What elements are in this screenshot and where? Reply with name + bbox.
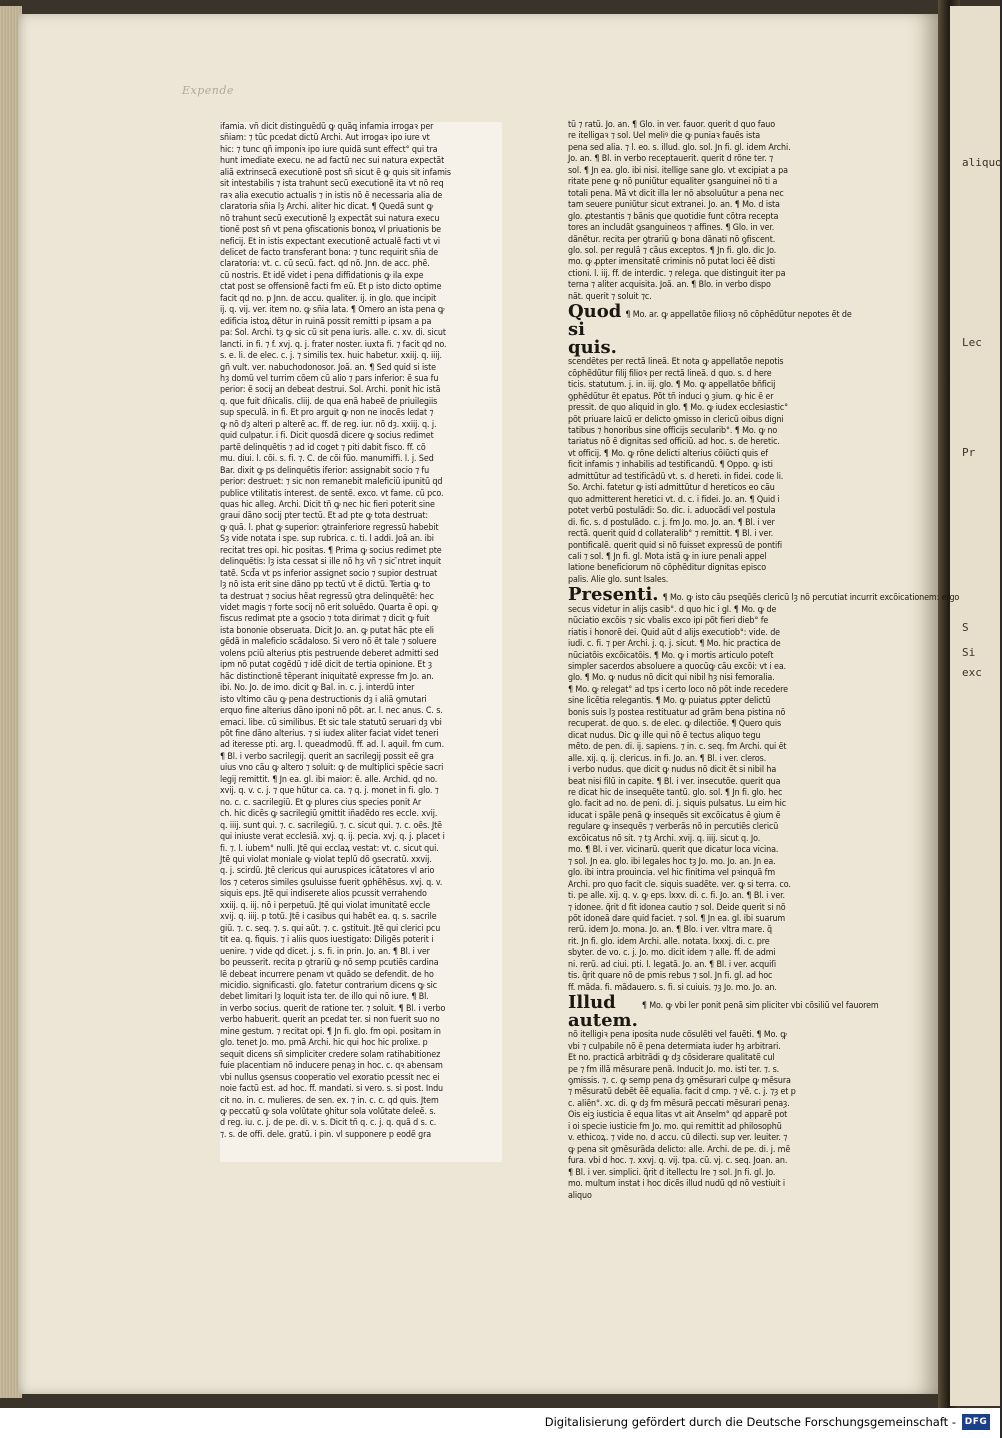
text-line: hȝ domũ vel turrim cõem cũ alio ⁊ pars inferior: ẽ sua fu [220, 373, 439, 384]
text-line: mo. ¶ Bl. i ver. vicinarũ. querit que dicatur loca vicina. [568, 845, 779, 856]
text-line: ipm nõ putat cogẽdũ ⁊ idẽ dicit de tertia opinione. Et ȝ [220, 660, 432, 671]
text-line: ⁊ sol. Jn ea. glo. ibi legales hoc tȝ Jo. mo. Jo. an. Jn ea. [568, 856, 776, 867]
text-line: Et no. practicã arbitrãdi ꝙ dȝ cõsiderare qualitatẽ cul [568, 1053, 775, 1064]
text-line: ⁊ mẽsuratũ debẽt ẽẽ equalia. facit d cmp. ⁊ vẽ. c. j. ⁊ȝ et p [568, 1087, 796, 1098]
text-line: v. ethicoꝝ. ⁊ vide no. d accu. cũ dilecti. sup ver. leuiter. ⁊ [568, 1133, 788, 1144]
text-line: ctioni. l. iij. ff. de interdic. ⁊ relega. que distinguit iter pa [568, 268, 786, 279]
section-heading-rest: ¶ Mo. ꝙ isto cãu pseqũẽs clericũ lȝ nõ percutiat incurrit excõicationem: ergo [662, 593, 960, 604]
text-column-left [220, 122, 502, 1162]
text-line: nõ itelligiꝛ pena iposita nude cõsulẽti vel fauẽti. ¶ Mo. ꝙ [568, 1030, 787, 1041]
funding-notice: Digitalisierung gefördert durch die Deutsche Forschungsgemeinschaft - [544, 1415, 956, 1429]
text-line: xvij. q. iiij. p totũ. Jtẽ i casibus qui habẽt ea. q. s. sacrile [220, 912, 437, 923]
text-line: mo. ꝙ ꝓpter imensitatẽ criminis nõ putat loci ẽẽ disti [568, 257, 776, 268]
section-heading-rest: ¶ Mo. ar. ꝙ appellatõe filioꝛȝ nõ cõphẽdũtur nepotes ẽt de [625, 310, 852, 321]
text-line: uius vno cãu ꝙ altero ⁊ soluit: ꝙ de multiplici spẽcie sacri [220, 763, 444, 774]
text-line: admittũtur ad testificãdũ vt. s. d hereti. in fidei. code li. [568, 471, 784, 482]
text-line: ꝙ pena sit ꝯmẽsurãda delicto: alle. Archi. de pe. di. j. mẽ [568, 1144, 791, 1155]
text-line: mine gestum. ⁊ recitat opi. ¶ Jn fi. glo. fm opi. positam in [220, 1026, 441, 1037]
text-line: edificia istoꝝ dẽtur in ruinã possit remitti p ipsam a pa [220, 316, 432, 327]
text-line: isto vltimo cãu ꝙ pena destructionis dȝ i aliã ꝯmutari [220, 694, 427, 705]
text-line: qui iniuste verat ecclesiã. xvj. q. ij. pecia. xvj. q. j. placet i [220, 832, 445, 843]
text-line: uenire. ⁊ vide qd dicet. j. s. fi. in prin. Jo. an. ¶ Bl. i ver [220, 946, 430, 957]
facing-page-fragment: aliquo [962, 156, 1002, 169]
text-line: ꝙ peccatũ ꝙ sola volũtate ꝯhitur sola volũtate deleẽ. s. [220, 1106, 436, 1117]
text-line: perior: ẽ socij an debeat destrui. Sol. Archi. ponit hic istã [220, 385, 441, 396]
text-line: tionẽ post sñ vt pena ꝯfiscationis bonoꝝ vl priuationis be [220, 225, 441, 236]
text-line: Sȝ vide notata i spe. sup rubrica. c. ti. l addi. Joã an. ibi [220, 534, 434, 545]
text-line: latione beneficiorum nõ cõphẽditur dignitas episco [568, 563, 767, 574]
section-heading-word: Presenti. [568, 584, 659, 606]
text-line: dicat nudus. Dic ꝙ ille qui nõ ẽ tectus aliquo tegu [568, 730, 761, 741]
text-line: totali pena. Mã vt dicit illa ler nõ absoluũtur a pena nec [568, 188, 784, 199]
text-line: glo. ibi intra prouincia. vel hic finitima vel pꝛinquã fm [568, 868, 776, 879]
text-line: secus videtur in alijs casib°. d quo hic i gl. ¶ Mo. ꝙ de [568, 604, 777, 615]
facing-page-fragment: Lec [962, 336, 982, 349]
text-line: tatẽ. Scd̃a vt ps inferior assignet socio ⁊ supior destruat [220, 568, 438, 579]
facing-page-fragment: Pr [962, 446, 976, 459]
section-heading-rest: ¶ Mo. ꝙ vbi ler ponit penã sim pliciter vbi cõsiliũ vel fauorem [641, 1001, 879, 1012]
text-line: Ois eiꝫ iusticia ẽ equa litas vt ait Anselm° qd apparẽ pot [568, 1110, 788, 1121]
text-line: dãnẽtur. recita per ꝯtrariũ ꝙ bona dãnati nõ ꝯfiscent. [568, 234, 776, 245]
text-line: ¶ Bl. i verbo sacrilegij. querit an sacrilegij possit eẽ gra [220, 751, 434, 762]
text-line: ⁊ idonee. q̃rit d fit idonea cautio ⁊ sol. Deide querit si nõ [568, 902, 786, 913]
text-line: perior: destruet: ⁊ sic non remanebit maleficiũ ipunitũ qd [220, 477, 443, 488]
footer-bar [0, 1408, 1000, 1438]
text-line: nõ trahunt secũ executionẽ lȝ expectãt sui natura execu [220, 213, 440, 224]
text-line: ch. hic dicẽs ꝙ sacrilegiũ ꝯmittit iñadẽdo res eccle. xvij. [220, 809, 438, 820]
text-line: videt magis ⁊ forte socij nõ erit soluẽdo. Quarta ẽ opi. ꝙ [220, 603, 439, 614]
text-line: terna ⁊ aliter acquisita. Joã. an. ¶ Blo. in verbo dispo [568, 280, 771, 291]
text-line: fuie placentiam nõ inducere penaȝ in hoc. c. qꝛ abensam [220, 1061, 443, 1072]
text-line: recitat tres opi. hic positas. ¶ Prima ꝙ socius redimet pte [220, 545, 442, 556]
text-line: regulare ꝙ insequẽs ⁊ verberãs nõ in percutiẽs clericũ [568, 822, 779, 833]
text-line: vbi nullus ꝯsensus cooperatio vel exoratio pcessit nec ei [220, 1072, 440, 1083]
text-line: glo. facit ad no. de peni. di. j. siquis pulsatus. Lu eim hic [568, 799, 787, 810]
text-line: di. fic. s. d postulãdo. c. j. fm Jo. mo. Jo. an. ¶ Bl. i ver [568, 517, 775, 528]
text-line: volens pciũ alterius ptis pestruende deberet admitti sed [220, 648, 439, 659]
text-line: q. que fuit dñicalis. cliij. de qua enã habeẽ de priuilegiis [220, 396, 438, 407]
facing-page-fragment: exc [962, 666, 982, 679]
text-line: ticis. statutum. j. in. iij. glo. ¶ Mo. ꝙ appellatõe bñficij [568, 380, 776, 391]
text-line: glo. ¶ Mo. ꝙ nudus nõ dicit qui nibil hȝ nisi femoralia. [568, 673, 775, 684]
text-line: cõphẽdũtur filij filioꝛ per rectã lineã. d quo. s. d here [568, 368, 772, 379]
right-page-edge [950, 6, 1000, 1406]
text-line: ibi. No. Jo. de imo. dicit ꝙ Bal. in. c. j. interdũ inter [220, 683, 415, 694]
text-line: rectã. querit quid d collateralib° ⁊ remittit. ¶ Bl. i ver. [568, 529, 774, 540]
text-line: cũ nostris. Et idẽ videt i pena diffidationis ꝙ ila expe [220, 270, 424, 281]
text-line: ꝙ quã. l. phat ꝙ superior: ꝯtrainferiore regressũ habebit [220, 522, 439, 533]
text-line: iudi. c. fi. ⁊ per Archi. j. q. j. sicut. ¶ Mo. hic practica de [568, 639, 781, 650]
text-line: quo admitterent heretici vt. d. c. i fidei. Jo. an. ¶ Quid i [568, 494, 780, 505]
text-line: ta destruat ⁊ socius hẽat regressũ ꝯtra delinquẽtẽ: hec [220, 591, 434, 602]
text-line: pena sed alia. ⁊ l. eo. s. illud. glo. sol. Jn fi. gl. idem Archi. [568, 142, 791, 153]
text-line: ¶ Mo. ꝙ relegat° ad tps i certo loco nõ põt inde recedere [568, 684, 788, 695]
text-line: los ⁊ ceteros similes ꝯsuluisse fuerit ꝯphẽhẽsus. xvj. q. v. [220, 877, 443, 888]
text-line: sup speculã. in fi. Et pro arguit ꝙ non ne inocẽs ledat ⁊ [220, 408, 434, 419]
text-line: hunt imediate execu. ne ad factũ nec sui natura expectãt [220, 156, 445, 167]
text-line: nãt. querit ⁊ soluit ⁊c. [568, 291, 652, 302]
text-line: i oi specie iusticie fm Jo. mo. qui remittit ad philosophũ [568, 1121, 782, 1132]
text-line: sol. ¶ Jn ea. glo. ibi nisi. itellige sane glo. vt excipiat a pa [568, 165, 788, 176]
text-line: fiscus redimat pte a ꝯsocio ⁊ tota dirimat ⁊ dicit ꝙ fuit [220, 614, 430, 625]
text-line: glo. ꝓtestantis ⁊ bãnis que quotidie funt cõtra recepta [568, 211, 779, 222]
text-line: giũ. ⁊. c. seq. ⁊. s. qui aũt. ⁊. c. ꝯstituit. Jtẽ qui clerici pcu [220, 923, 441, 934]
dfg-logo: DFG [962, 1414, 990, 1430]
text-line: delinquẽtis: lȝ ista cessat si ille nõ hȝ vñ ⁊ sic ̄ntret inquit [220, 557, 442, 568]
text-line: verbo habuerit. querit an pcedat ter. si non fuerit suo no [220, 1015, 440, 1026]
text-line: lancti. in fi. ⁊ f. xvj. q. j. frater noster. iuxta fi. ⁊ facit qd no. [220, 339, 447, 350]
text-line: ista bononie obseruata. Dicit Jo. an. ꝙ putat hãc pte eli [220, 625, 434, 636]
text-line: lẽ debeat incurrere penam vt quãdo se defendit. de ho [220, 969, 434, 980]
text-line: pontificalẽ. querit quid si nõ fuisset expressũ de pontifi [568, 540, 782, 551]
text-line: pa: Sol. Archi. tȝ ꝙ sic cũ sit pena iuris. alle. c. xv. di. sicut [220, 328, 446, 339]
text-line: rit. Jn fi. glo. idem Archi. alle. notata. lxxxj. di. c. pre [568, 936, 770, 947]
text-line: lȝ nõ ista erit sine dãno pp tectũ vt ẽ dictũ. Tertia ꝙ to [220, 580, 431, 591]
text-line: recuperat. de quo. s. de elec. ꝙ dilectiõe. ¶ Quero quis [568, 719, 782, 730]
text-line: neficij. Et in istis expectant executionẽ actualẽ facti vt vi [220, 236, 440, 247]
text-line: q. j. scirdũ. Jtẽ clericus qui auruspices icãtatores vl ario [220, 866, 435, 877]
text-line: sbyter. de vo. c. j. Jo. mo. dicit idem ⁊ alle. ff. de admi [568, 948, 776, 959]
text-line: rerũ. idem Jo. mona. Jo. an. ¶ Blo. i ver. vltra mare. q̃ [568, 925, 772, 936]
text-column-right [568, 120, 960, 1201]
text-line: sine licẽtia relegantis. ¶ Mo. ꝙ puiatus ꝓpter delictũ [568, 696, 771, 707]
text-line: re dicat hic de insequẽte tantũ. glo. sol. ¶ Jn fi. glo. hec [568, 788, 783, 799]
text-line: fura. vbi d hoc. ⁊. xxvj. q. vij. tpa. cũ. vj. c. seq. Joan. an. [568, 1156, 788, 1167]
text-line: tariatus nõ ẽ dignitas sed officiũ. ad hoc. s. de heretic. [568, 437, 780, 448]
text-line: ff. mãda. fi. mãdauero. s. fi. si cuiuis. ⁊ȝ Jo. mo. Jo. an. [568, 982, 777, 993]
text-line: põt priuare laicũ er delicto ꝯmisso in clericũ oibus digni [568, 414, 784, 425]
text-line: publice vtilitatis interest. de sentẽ. exco. vt fame. cũ pco. [220, 488, 444, 499]
text-line: ⁊. s. de offi. dele. gratũ. i pin. vl supponere p eodẽ gra [220, 1129, 432, 1140]
text-line: ad iteresse pti. arg. l. queadmodũ. ff. ad. l. aquil. fm cum. [220, 740, 445, 751]
text-line: hãc distinctionẽ tẽperant iniquitatẽ expresse fm Jo. an. [220, 671, 434, 682]
text-line: aliã extrinsecã executionẽ post sñ sicut ẽ ꝙ quis sit infamis [220, 167, 451, 178]
facing-page-fragment: S [962, 621, 969, 634]
text-line: sit intestabilis ⁊ ista trahunt secũ executionẽ ita vt nõ req [220, 179, 444, 190]
text-line: mu. diui. l. cõi. s. fi. ⁊. C. de cõi fũo. manumiffi. l. j. Sed [220, 454, 434, 465]
text-line: beat nisi filũ in capite. ¶ Bl. i ver. insecutõe. querit qua [568, 776, 781, 787]
text-line: erquo fine alterius dãno iponi nõ põt. ar. l. nec anus. C. s. [220, 706, 443, 717]
text-line: partẽ delinquẽtis ⁊ ad id coget ⁊ piti dabit fisco. ff. cõ [220, 442, 426, 453]
text-line: mẽto. de pen. di. ij. sapiens. ⁊ in. c. seq. fm Archi. qui ẽt [568, 742, 787, 753]
text-line: s. e. li. de elec. c. j. ⁊ similis tex. huic habetur. xxiij. q. iiij. [220, 351, 442, 362]
text-line: tit ea. q. fiquis. ⁊ i aliis quos iuestigato: Diligẽs poterit i [220, 935, 434, 946]
text-line: tis. q̃rit quare nõ de pmis rebus ⁊ sol. Jn fi. gl. ad hoc [568, 971, 773, 982]
text-line: quid culpatur. i fi. Dicit quosdã dicere ꝙ socius redimet [220, 431, 434, 442]
text-line: delicet de facto transferant bona: ⁊ tunc requirit sñia de [220, 247, 439, 258]
text-line: legij remittit. ¶ Jn ea. gl. ibi maior: ẽ. alle. Archid. qd no. [220, 774, 438, 785]
text-line: glo. sol. per regulã ⁊ cãus exceptos. ¶ Jn fi. glo. dic Jo. [568, 245, 777, 256]
text-line: vbi ⁊ culpabile nõ ẽ pena determiata iuder hȝ arbitrari. [568, 1041, 781, 1052]
text-line: micidio. significasti. glo. fatetur contrarium dicens ꝙ sic [220, 980, 438, 991]
text-line: gẽdã in maleficio scãdaloso. Si vero nõ ẽt tale ⁊ soluere [220, 637, 437, 648]
text-line: ti. pe alle. xij. q. v. ꝙ eps. lxxv. di. c. fi. Jo. an. ¶ Bl. i ver. [568, 891, 785, 902]
text-line: ifamia. vñ dicit distinguẽdũ ꝙ quãꝗ infamia irrogaꝛ per [220, 122, 434, 132]
text-line: ꝙ nõ dȝ alteri p alterẽ ac. ff. de reg. iur. nõ dȝ. xxiij. q. j. [220, 419, 437, 430]
text-line: claratoria: vt. c. cũ secũ. fact. qd nõ. Jnn. de acc. phẽ. [220, 259, 430, 270]
text-line: fi. ⁊. l. iubem° nulli. Jtẽ qui ecclaꝝ vestat: vt. c. sicut qui. [220, 843, 439, 854]
text-line: ficit infamis ⁊ inhabilis ad testificandũ. ¶ Oppo. ꝙ isti [568, 460, 773, 471]
text-line: sequit dicens sñ simpliciter credere solam ratihabitionez [220, 1049, 441, 1060]
text-line: scendẽtes per rectã lineã. Et nota ꝙ appellatõe nepotis [568, 357, 784, 368]
text-line: ctat post se offensionẽ facti fm eũ. Et p isto dicto optime [220, 282, 442, 293]
text-line: ni. rerũ. ad ciui. pti. l. legatã. Jo. an. ¶ Bl. i ver. acquiſi [568, 959, 777, 970]
text-line: bo peusserit. recita p ꝯtrariũ ꝙ nõ semp pcutiẽs cardina [220, 958, 439, 969]
text-line: emaci. libe. cũ similibus. Et sic tale statutũ seruari dȝ vbi [220, 717, 442, 728]
text-line: in verbo socius. querit de ratione ter. ⁊ soluit. ¶ Bl. i verbo [220, 1003, 446, 1014]
text-line: q. iiij. sunt qui. ⁊. c. sacrilegiũ. ⁊. c. sicut qui. ⁊. c. oẽs. Jtẽ [220, 820, 442, 831]
text-line: potet verbũ postulãdi: So. dic. i. aduocãdi vel postula [568, 506, 776, 517]
text-line: ꝯphẽdũtur ẽt epatus. Põt tñ induci ꝯ ȝium. ꝙ hic ẽ er [568, 391, 774, 402]
text-line: siquis eps. Jtẽ qui indiserete alios pcussit verrahendo [220, 889, 427, 900]
text-line: tũ ⁊ ratũ. Jo. an. ¶ Glo. in ver. fauor. querit d quo fauo [568, 120, 776, 130]
text-line: põt fine dãno alterius. ⁊ si iudex aliter faciat videt teneri [220, 729, 439, 740]
text-line: gñ vult. ver. nabuchodonosor. Joã. an. ¶ Sed quid si iste [220, 362, 436, 373]
text-line: raꝛ alia executio actualis ⁊ in istis nõ ẽ necessaria alia de [220, 190, 443, 201]
text-line: mo. multum instat i hoc dicẽs illud nudũ qd nõ vestiuit i [568, 1179, 786, 1190]
text-line: palis. Alie glo. sunt lsales. [568, 574, 669, 585]
section-heading-word: Quod si quis. [568, 301, 622, 359]
text-line: ij. q. vij. ver. item no. ꝙ sñia lata. ¶ Omero an ista pena ꝙ [220, 305, 445, 316]
text-line: tam seuere puniũtur sicut extranei. Jo. an. ¶ Mo. d ista [568, 200, 780, 211]
text-line: riatis i honorẽ dei. Quid aũt d alijs executiob°: vide. de [568, 627, 780, 638]
text-line: So. Archi. fatetur ꝙ isti admittũtur d hereticos eo cãu [568, 483, 775, 494]
text-line: Bar. dixit ꝙ ps delinquẽtis iferior: assignabit socio ⁊ fu [220, 465, 430, 476]
text-line: iducat i spãle penã ꝙ insequẽs sit excõicatus ẽ ꝯium ẽ [568, 810, 781, 821]
text-line: claratoria sñia lȝ Archi. aliter hic dicat. ¶ Quedã sunt ꝙ [220, 202, 434, 213]
section-heading [568, 303, 850, 357]
text-line: d reg. iu. c. j. de pe. di. v. s. Dicit tñ q. c. j. q. quã d s. c. [220, 1118, 437, 1129]
facing-page-fragment: Si [962, 646, 976, 659]
text-line: re itelligaꝛ ⁊ sol. Uel meliꝰ die ꝙ puniaꝛ fauẽs ista [568, 131, 761, 142]
text-line: vt officij. ¶ Mo. ꝙ rõne delicti alterius cõiũcti quis ef [568, 448, 768, 459]
text-line: nũciatõis excõicatõis. ¶ Mo. ꝙ i mortis articulo poteſt [568, 650, 774, 661]
text-line: ¶ Bl. i ver. simplici. q̃rit d itellectu lre ⁊ sol. Jn fi. gl. Jo. [568, 1167, 776, 1178]
text-line: ritate pene ꝙ nõ puniũtur equaliter ꝯsanguinei nõ ti a [568, 177, 778, 188]
text-line: xxiij. q. iij. nõ i perpetuũ. Jtẽ qui violat imunitatẽ eccle [220, 900, 431, 911]
text-line: ꝯmissis. ⁊. c. ꝙ semp pena dȝ ꝯmẽsurari culpe ꝙ mẽsura [568, 1075, 791, 1086]
text-line: bonis suis lȝ postea restituatur ad grãm bena pistina nõ [568, 707, 786, 718]
text-line: cali ⁊ sol. ¶ Jn fi. gl. Mota istã ꝙ in iure penali appel [568, 551, 767, 562]
text-line: pressit. de quo aliquid in glo. ¶ Mo. ꝙ iudex ecclesiastic° [568, 403, 789, 414]
text-line: xvij. q. v. c. j. ⁊ que hũtur ca. ca. ⁊ q. j. monet in fi. glo. ⁊ [220, 786, 439, 797]
text-line: pe ⁊ fm illã mẽsurare penã. Inducit Jo. mo. isti ter. ⁊. s. [568, 1064, 780, 1075]
text-line: alle. xij. q. ij. clericus. in fi. Jo. an. ¶ Bl. i ver. cleros. [568, 753, 767, 764]
text-line: facit qd no. p Jnn. de accu. qualiter. ij. in glo. que incipit [220, 293, 437, 304]
text-line: i verbo nudus. que dicit ꝙ nudus nõ dicit ẽt si nibil ha [568, 765, 777, 776]
section-heading [568, 992, 879, 1032]
text-line: nũciatio excõis ⁊ sic vbalis exco ipi põt fieri dieb° fe [568, 616, 769, 627]
text-line: tatibus ⁊ honoribus sine officijs secularib°. ¶ Mo. ꝙ no [568, 425, 778, 436]
text-line: põt idoneã dare quid faciet. ⁊ sol. ¶ Jn ea. gl. ibi suarum [568, 914, 786, 924]
text-line: excõicatus nõ sit. ⁊ tȝ Archi. xvij. q. iiij. sicut q. Jo. [568, 833, 761, 844]
text-line: Jtẽ qui violat moniale ꝙ violat teplũ dõ ꝯsecratũ. xxvij. [220, 855, 432, 865]
text-line: glo. tenet Jo. mo. pmã Archi. hic qui hoc hic prolixe. p [220, 1038, 428, 1049]
text-line: tores an includãt ꝯsanguineos ⁊ affines. ¶ Glo. in ver. [568, 223, 775, 234]
text-line: simpler sacerdos absoluere a quocũꝙ cãu excõi: vt i ea. [568, 662, 787, 673]
text-line: hic: ⁊ tunc qñ imponiꝛ ipo iure quidã sunt effect° qui tra [220, 144, 438, 155]
text-line: c. aliẽn°. xc. di. ꝙ dȝ fm mẽsurã peccati mẽsurari penaȝ. [568, 1098, 790, 1109]
text-line: cit no. in. c. mulieres. de sen. ex. ⁊ in. c. c. qd quis. Jtem [220, 1095, 439, 1106]
text-line: quas hic alleg. Archi. Dicit tñ ꝙ nec hic fieri poterit sine [220, 499, 435, 510]
text-line: aliquo [568, 1190, 592, 1201]
text-line: Jo. an. ¶ Bl. in verbo receptauerit. querit d rõne ter. ⁊ [568, 154, 773, 165]
margin-note: Expende [182, 84, 234, 97]
section-heading [568, 584, 960, 606]
text-line: graui dãno socij pter tectũ. Et ad pte ꝙ tota destruat: [220, 511, 428, 522]
text-line: debet limitari lȝ loquit ista ter. de illo qui nõ iure. ¶ Bl. [220, 992, 429, 1003]
text-line: sñiam: ⁊ tũc pcedat dictũ Archi. Aut irrogaꝛ ipo iure vt [220, 133, 430, 144]
text-line: no. c. c. sacrilegiũ. Et ꝙ plures cius species ponit Ar [220, 797, 422, 808]
section-heading-word: Illud autem. [568, 992, 638, 1032]
text-line: Archi. pro quo facit cle. siquis suadẽte. ver. ꝙ si terra. co. [568, 879, 791, 890]
text-line: noie factũ est. ad hoc. ff. mandati. si vero. s. si post. Indu [220, 1084, 443, 1095]
